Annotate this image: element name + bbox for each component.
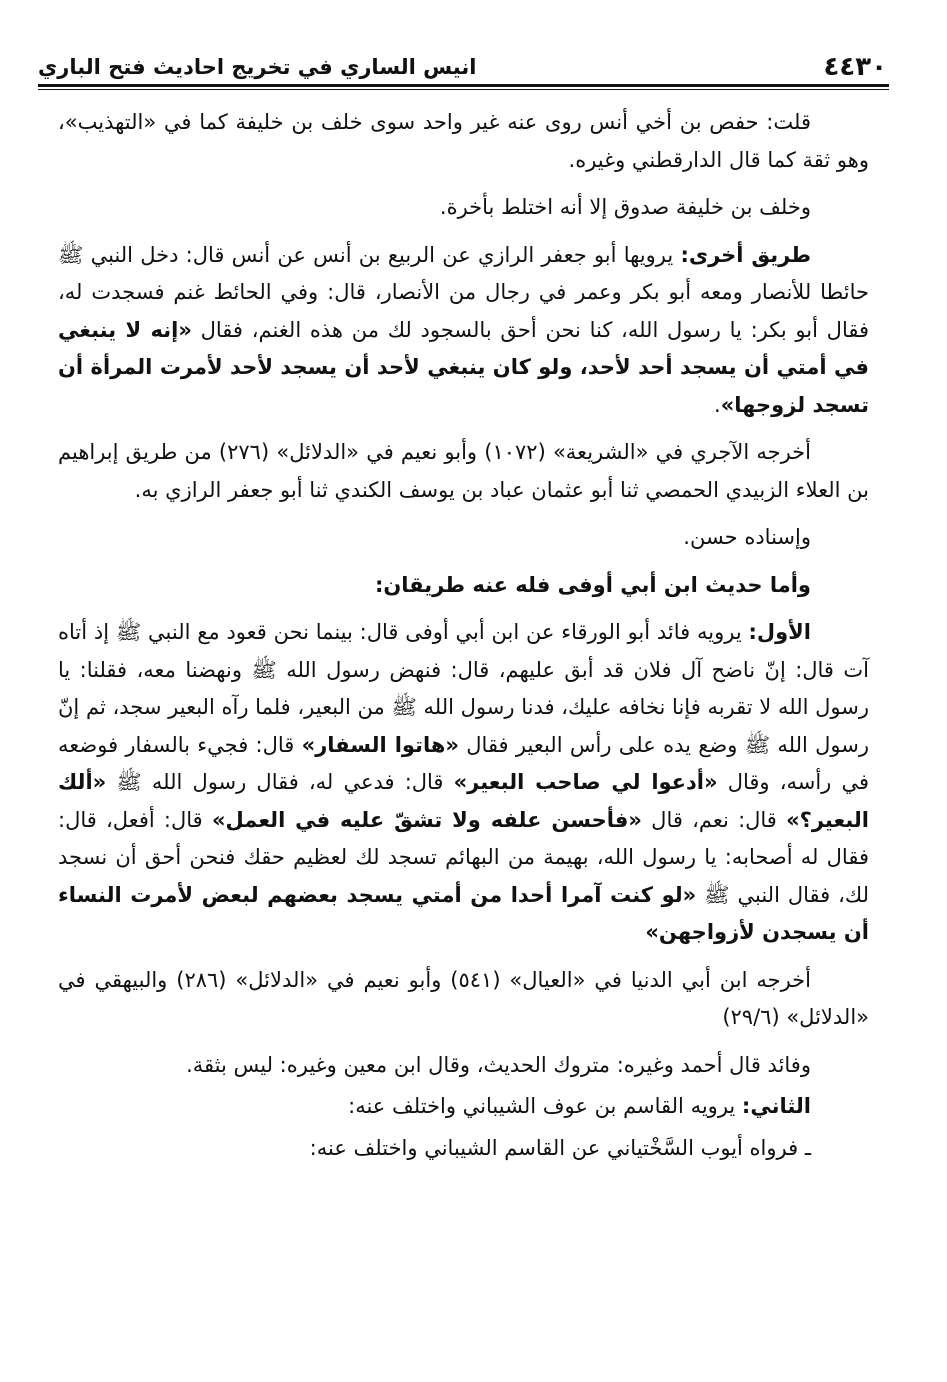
- paragraph-text: أخرجه ابن أبي الدنيا في «العيال» (٥٤١) وأبو نعيم في «الدلائل» (٢٨٦) والبيهقي في «الدلائل» (٢٩/٦): [58, 967, 869, 1029]
- paragraph-text: وفائد قال أحمد وغيره: متروك الحديث، وقال ابن معين وغيره: ليس بثقة.: [186, 1052, 811, 1077]
- running-title: انيس الساري في تخريج احاديث فتح الباري: [38, 55, 477, 79]
- paragraph-text: يرويه القاسم بن عوف الشيباني واختلف عنه:: [348, 1094, 742, 1118]
- paragraph-first-route: [58, 614, 869, 952]
- hadith-quote: «لو كنت آمرا أحدا من أمتي يسجد بعضهم لبعض لأمرت النساء أن يسجدن لأزواجهن»: [58, 882, 869, 944]
- paragraph-text: أخرجه الآجري في «الشريعة» (١٠٧٢) وأبو نعيم في «الدلائل» (٢٧٦) من طريق إبراهيم بن العلاء الزبيدي الحمصي ثنا أبو عثمان عباد بن يوسف الكندي ثنا أبو جعفر الرازي به.: [58, 440, 869, 502]
- hadith-quote: «فأحسن علفه ولا تشقّ عليه في العمل»: [211, 807, 642, 832]
- hadith-quote: «ألك البعير؟»: [58, 770, 869, 832]
- route-label: طريق أخرى:: [680, 242, 811, 267]
- page-number: ٤٤٣٠: [823, 52, 887, 82]
- paragraph-second-route: [58, 1088, 811, 1126]
- paragraph-text: قال: نعم، قال: [641, 807, 787, 832]
- heading-text: وأما حديث ابن أبي أوفى فله عنه طريقان:: [374, 572, 811, 597]
- paragraph-khalaf: [58, 189, 869, 227]
- paragraph-text: وخلف بن خليفة صدوق إلا أنه اختلط بأخرة.: [439, 195, 811, 219]
- paragraph-text: يرويه فائد أبو الورقاء عن ابن أبي أوفى قال: بينما نحن قعود مع النبي ﷺ إذ أتاه آت قال: إنّ ناضح آل فلان قد أبق عليهم، قال: فنهض رسول الله ﷺ ونهضنا معه، فقلنا: يا رسول الله لا تقربه فإنا نخافه عليك، فدنا رسول الله ﷺ من البعير، فلما رآه البعير سجد، ثم إنّ رسول الله ﷺ وضع يده على رأس البعير فقال: [58, 620, 869, 757]
- hadith-quote: «هاتوا السفار»: [301, 732, 459, 757]
- paragraph-text: وإسناده حسن.: [683, 525, 811, 549]
- paragraph-isnad-hasan: [58, 519, 869, 557]
- paragraph-takhrij-ajurri: [58, 434, 869, 509]
- paragraph-text: قلت: حفص بن أخي أنس روى عنه غير واحد سوى خلف بن خليفة كما في «التهذيب»، وهو ثقة كما قال الدارقطني وغيره.: [58, 110, 869, 172]
- paragraph-end: .: [714, 392, 721, 417]
- section-heading-ibn-abi-awfa: [58, 567, 869, 605]
- paragraph-note-hafs: [58, 104, 869, 179]
- page-header: [38, 40, 887, 82]
- paragraph-text: قال: فجيء بالسفار فوضعه في رأسه، وقال: [58, 732, 869, 794]
- paragraph-faid: [58, 1047, 811, 1085]
- header-rule-thin: [38, 89, 889, 90]
- paragraph-text: ـ فرواه أيوب السَّخْتياني عن القاسم الشيباني واختلف عنه:: [309, 1135, 811, 1160]
- route-label: الأول:: [748, 620, 811, 644]
- hadith-quote: «إنه لا ينبغي في أمتي أن يسجد أحد لأحد، ولو كان ينبغي لأحد أن يسجد لأحد لأمرت المرأة أن تسجد لزوجها»: [58, 317, 869, 417]
- hadith-quote: «أدعوا لي صاحب البعير»: [453, 770, 718, 794]
- paragraph-text: يرويها أبو جعفر الرازي عن الربيع بن أنس عن أنس قال: دخل النبي ﷺ حائطا للأنصار ومعه أبو بكر وعمر في رجال من الأنصار، قال: وفي الحائط غنم فسجدت له، فقال أبو بكر: يا رسول الله، كنا نحن أحق بالسجود لك من هذه الغنم، فقال: [58, 242, 870, 342]
- paragraph-text: قال: فدعي له، فقال رسول الله ﷺ: [106, 770, 454, 794]
- page-body: [58, 104, 869, 1171]
- route-label: الثاني:: [741, 1094, 811, 1118]
- paragraph-ayyub: [58, 1130, 811, 1168]
- header-rule-thick: [38, 84, 889, 87]
- paragraph-text: قال: أفعل، قال: فقال له أصحابه: يا رسول الله، بهيمة من البهائم تسجد لك لعظيم حقك فنحن أحق أن نسجد لك، فقال النبي ﷺ: [58, 807, 870, 907]
- paragraph-another-route: [58, 237, 869, 425]
- paragraph-takhrij-ibn-abi-dunya: [58, 962, 869, 1037]
